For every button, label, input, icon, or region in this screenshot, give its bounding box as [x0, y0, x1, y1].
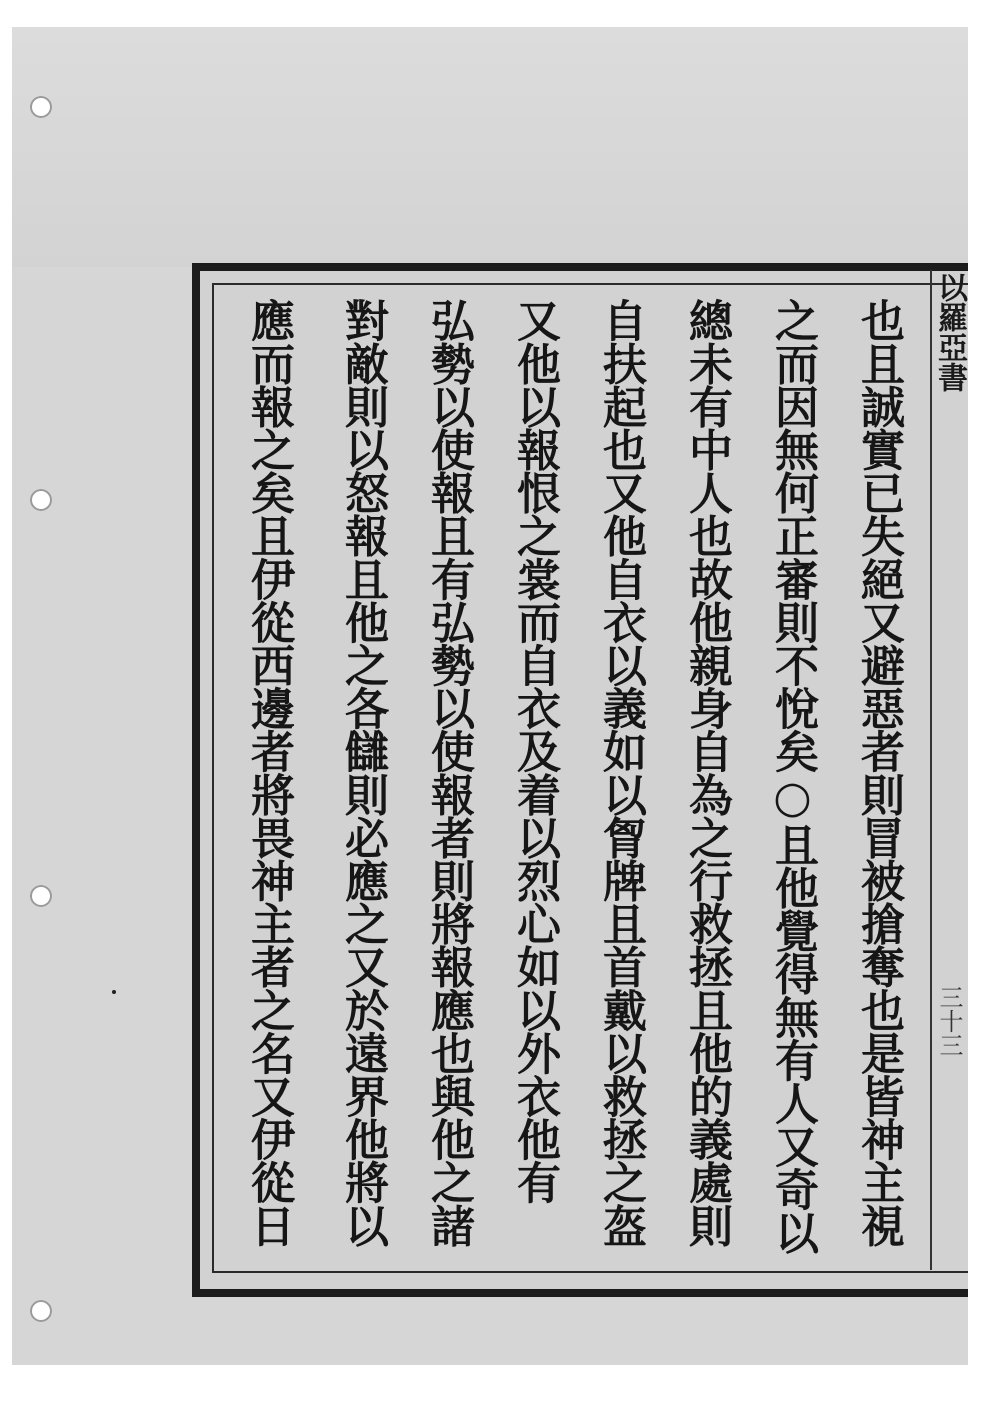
binder-hole-3 [30, 885, 52, 907]
binder-hole-1 [30, 96, 52, 118]
banxin-page-number: 三十三 [935, 985, 963, 1057]
text-column-5: 又他以報恨之裳而自衣及着以烈心如以外衣他有 [509, 298, 560, 1204]
text-column-3: 總未有中人也故他親身自為之行救拯且他的義處則 [681, 298, 732, 1247]
binder-hole-2 [30, 489, 52, 511]
ink-speck [112, 990, 116, 994]
text-column-8: 應而報之矣且伊從西邊者將畏神主者之名又伊從日 [243, 298, 294, 1247]
binder-hole-4 [30, 1300, 52, 1322]
page-shading [12, 27, 968, 267]
text-column-7: 對敵則以怒報且他之各讎則必應之又於遠界他將以 [337, 298, 388, 1247]
banxin-title: 以羅亞書 [932, 272, 967, 392]
text-column-1: 也且誠實已失絕又避惡者則冒被搶奪也是皆神主視 [853, 298, 904, 1247]
text-column-6: 弘勢以使報且有弘勢以使報者則將報應也與他之諸 [423, 298, 474, 1247]
text-column-4: 自扶起也又他自衣以義如以胷牌且首戴以救拯之盔 [595, 298, 646, 1247]
text-column-2: 之而因無何正審則不悅矣○且他覺得無有人又奇以 [767, 298, 818, 1254]
